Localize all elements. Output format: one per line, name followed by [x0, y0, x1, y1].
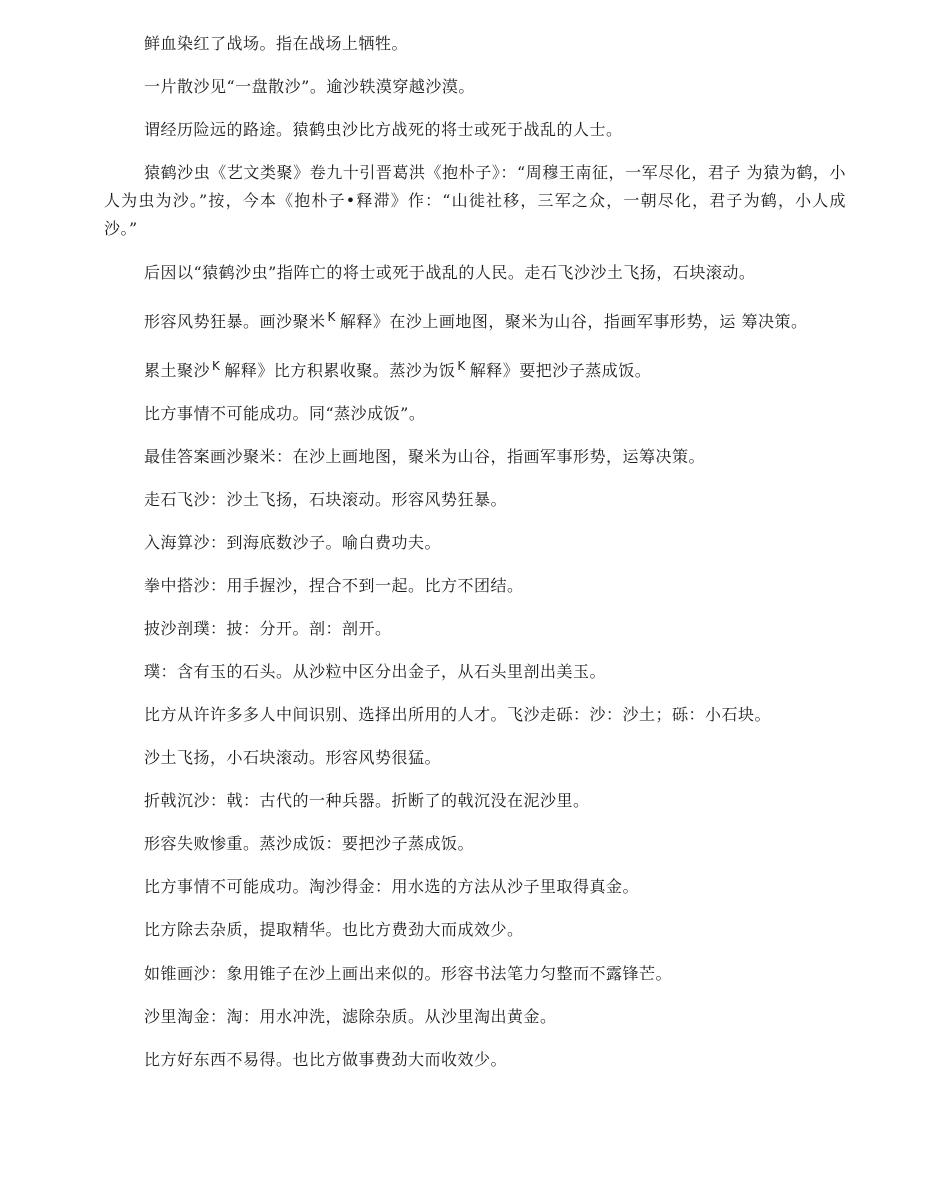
superscript-marker: K [327, 310, 336, 324]
superscript-marker: K [457, 359, 466, 373]
paragraph: 猿鹤沙虫《艺文类聚》卷九十引晋葛洪《抱朴子》：“周穆王南征，一军尽化，君子 为猿为鹤，小人为虫为沙。”按，今本《抱朴子•释滞》作：“山徙社移，三军之众，一朝尽化，君子为鹤，小人成沙。” [104, 163, 846, 238]
paragraph: 谓经历险远的路途。猿鹤虫沙比方战死的将士或死于战乱的人士。 [144, 120, 623, 139]
paragraph: 沙土飞扬，小石块滚动。形容风势很猛。 [144, 748, 442, 767]
paragraph: 沙里淘金：淘：用水冲洗，滤除杂质。从沙里淘出黄金。 [144, 1007, 557, 1026]
paragraph: 鲜血染红了战场。指在战场上牺牲。 [144, 34, 409, 53]
paragraph-text: 解释》比方积累收聚。蒸沙为饭 [224, 361, 456, 380]
paragraph: 比方从许许多多人中间识别、选择出所用的人才。飞沙走砾：沙：沙土；砾：小石块。 [144, 705, 772, 724]
paragraph: 最佳答案画沙聚米：在沙上画地图，聚米为山谷，指画军事形势，运筹决策。 [144, 447, 706, 466]
paragraph: 入海算沙：到海底数沙子。喻白费功夫。 [144, 533, 442, 552]
paragraph: 折戟沉沙：戟：古代的一种兵器。折断了的戟沉没在泥沙里。 [144, 791, 590, 810]
paragraph-text: 解释》要把沙子蒸成饭。 [469, 361, 652, 380]
paragraph-text: 解释》在沙上画地图，聚米为山谷，指画军事形势，运 筹决策。 [339, 312, 808, 331]
superscript-marker: K [212, 359, 221, 373]
paragraph [104, 352, 846, 385]
paragraph [104, 303, 846, 336]
paragraph: 后因以“猿鹤沙虫”指阵亡的将士或死于战乱的人民。走石飞沙沙土飞扬，石块滚动。 [144, 263, 756, 282]
paragraph: 如锥画沙：象用锥子在沙上画出来似的。形容书法笔力匀整而不露锋芒。 [144, 964, 673, 983]
paragraph: 形容失败惨重。蒸沙成饭：要把沙子蒸成饭。 [144, 834, 475, 853]
paragraph: 拳中搭沙：用手握沙，捏合不到一起。比方不团结。 [144, 576, 524, 595]
paragraph: 璞：含有玉的石头。从沙粒中区分出金子，从石头里剖出美玉。 [144, 662, 607, 681]
paragraph: 比方除去杂质，提取精华。也比方费劲大而成效少。 [144, 920, 524, 939]
paragraph-text: 累土聚沙 [144, 361, 211, 380]
paragraph: 比方好东西不易得。也比方做事费劲大而收效少。 [144, 1050, 508, 1069]
paragraph-text: 形容风势狂暴。画沙聚米 [144, 312, 326, 331]
paragraph: 披沙剖璞：披：分开。剖：剖开。 [144, 619, 392, 638]
paragraph: 走石飞沙：沙土飞扬，石块滚动。形容风势狂暴。 [144, 490, 508, 509]
paragraph: 比方事情不可能成功。同“蒸沙成饭”。 [144, 404, 426, 423]
paragraph: 一片散沙见“一盘散沙”。逾沙轶漠穿越沙漠。 [144, 77, 475, 96]
paragraph: 比方事情不可能成功。淘沙得金：用水选的方法从沙子里取得真金。 [144, 877, 640, 896]
